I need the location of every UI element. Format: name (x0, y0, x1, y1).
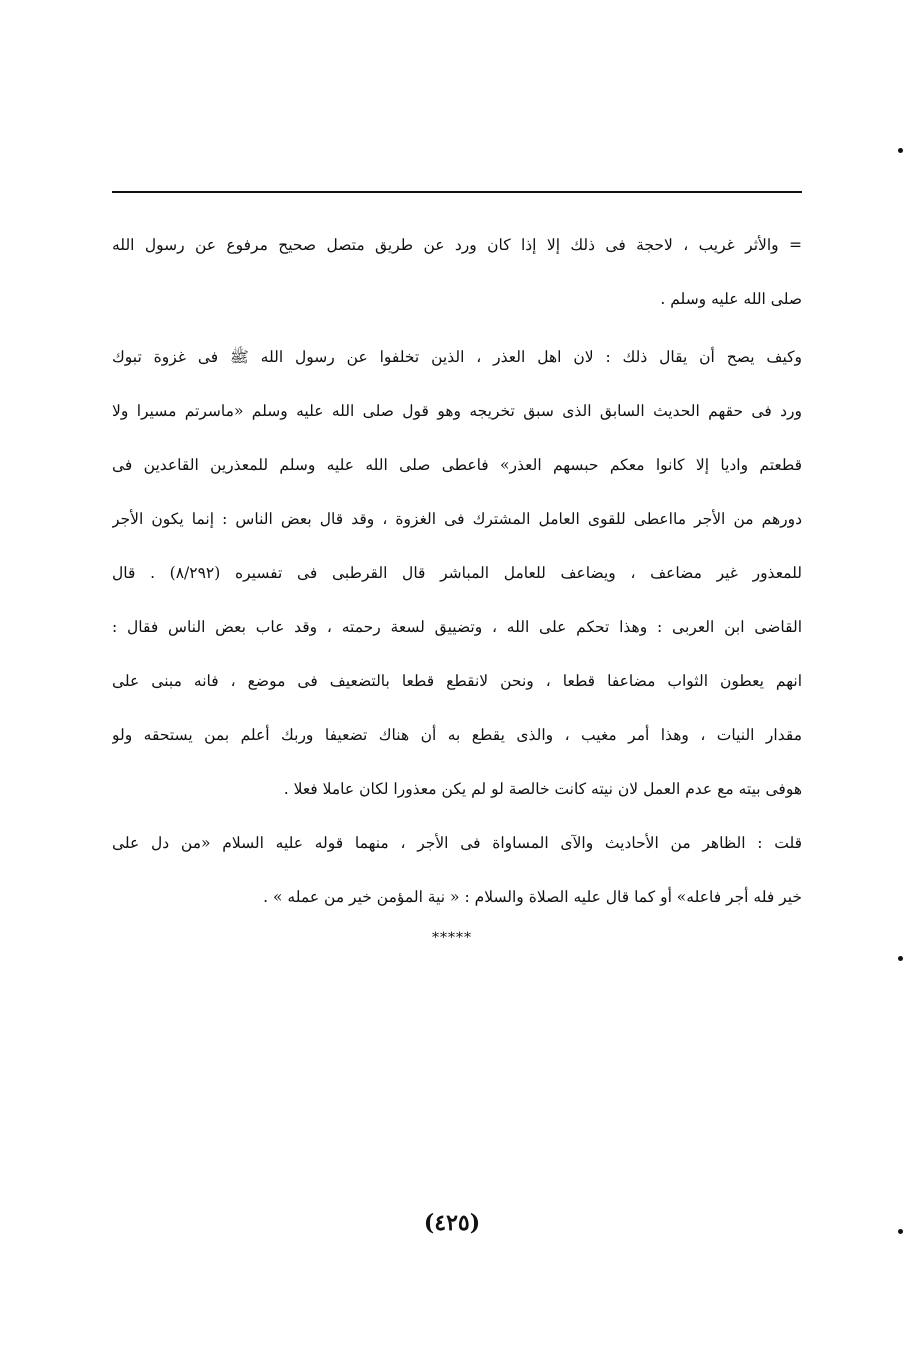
text-line: دورهم من الأجر مااعطى للقوى العامل المشترك فى الغزوة ، وقد قال بعض الناس : إنما يكون الأجر (112, 510, 802, 528)
main-paragraph (112, 330, 802, 816)
scan-edge-mark (898, 956, 903, 961)
closing-paragraph (112, 816, 802, 924)
header-rule (112, 191, 802, 193)
body-text (112, 218, 802, 924)
footnote-continuation (112, 218, 802, 326)
text-line: القاضى ابن العربى : وهذا تحكم على الله ، وتضييق لسعة رحمته ، وقد عاب بعض الناس فقال : (112, 618, 802, 636)
scan-edge-mark (898, 148, 903, 153)
text-line: قلت : الظاهر من الأحاديث والآى المساواة فى الأجر ، منهما قوله عليه السلام «من دل على (112, 834, 802, 852)
text-line: مقدار النيات ، وهذا أمر مغيب ، والذى يقطع به أن هناك تضعيفا وربك أعلم بمن يستحقه ولو (112, 726, 802, 744)
text-line: خير فله أجر فاعله» أو كما قال عليه الصلاة والسلام : « نية المؤمن خير من عمله » . (263, 888, 802, 906)
text-line: صلى الله عليه وسلم . (660, 290, 802, 308)
text-line: قطعتم واديا إلا كانوا معكم حبسهم العذر» فاعطى صلى الله عليه وسلم للمعذرين القاعدين فى (112, 456, 802, 474)
section-separator: ***** (432, 930, 472, 946)
scan-edge-mark (898, 1229, 903, 1234)
text-line: انهم يعطون الثواب مضاعفا قطعا ، ونحن لانقطع قطعا بالتضعيف فى موضع ، فانه مبنى على (112, 672, 802, 690)
text-line: هوفى بيته مع عدم العمل لان نيته كانت خالصة لو لم يكن معذورا لكان عاملا فعلا . (283, 780, 802, 798)
text-line: = والأثر غريب ، لاحجة فى ذلك إلا إذا كان ورد عن طريق متصل صحيح مرفوع عن رسول الله (112, 236, 802, 254)
text-line: وكيف يصح أن يقال ذلك : لان اهل العذر ، الذين تخلفوا عن رسول الله ﷺ فى غزوة تبوك (112, 348, 802, 366)
page-number: (٤٢٥) (423, 1210, 481, 1236)
text-line: للمعذور غير مضاعف ، ويضاعف للعامل المباشر قال القرطبى فى تفسيره (٨/٢٩٢) . قال (112, 564, 802, 582)
text-line: ورد فى حقهم الحديث السابق الذى سبق تخريجه وهو قول صلى الله عليه وسلم «ماسرتم مسيرا ولا (112, 402, 802, 420)
